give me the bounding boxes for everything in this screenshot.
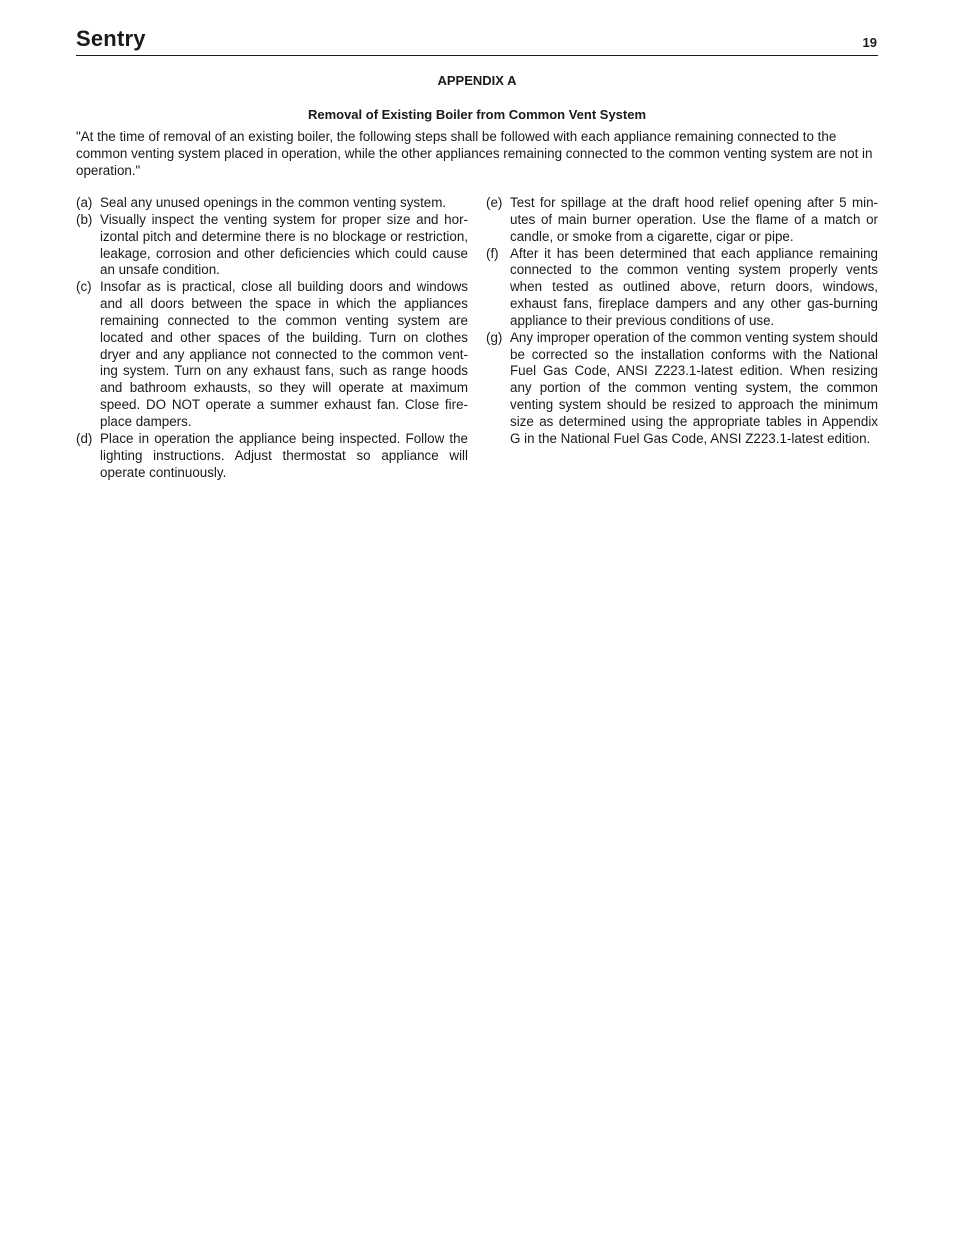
step-label: (b) [76, 211, 93, 227]
step-text: Test for spillage at the draft hood relief opening after 5 minutes of main burner operation. Use the flame of a match or candle, or smoke from a cigarette, cigar or pipe. [510, 195, 878, 244]
step-label: (f) [486, 245, 499, 261]
step-text: Any improper operation of the common venting system should be corrected so the installation conforms with the National Fuel Gas Code, ANSI Z223.1-latest edition. When resizing any portion of the common venting system, the common venting system should be resized to approach the minimum size as determined using the appropriate tables in Appendix G in the National Fuel Gas Code, ANSI Z223.1-latest edition. [510, 329, 878, 446]
step-text: Visually inspect the venting system for proper size and horizontal pitch and determine there is no blockage or restriction, leakage, corrosion and other deficiencies which could cause an unsafe condition. [100, 211, 468, 278]
step-label: (e) [486, 195, 503, 210]
page-header [76, 26, 878, 56]
step-item-d [76, 431, 468, 482]
section-title: Removal of Existing Boiler from Common Vent System [307, 107, 647, 122]
step-item-e [486, 195, 878, 246]
step-label: (d) [76, 430, 93, 446]
brand-title: Sentry [76, 26, 146, 51]
intro-paragraph: "At the time of removal of an existing boiler, the following steps shall be followed with each appliance remaining connected to the common venting system placed in operation, while the other appliances remaining connected to the common venting system are not in operation." [76, 129, 873, 178]
step-text: After it has been determined that each appliance remaining connected to the common venting system properly vents when tested as outlined above, return doors, windows, exhaust fans, fireplace dampers and any other gas-burning appliance to their previous conditions of use. [510, 245, 878, 328]
steps-column-right [486, 195, 878, 448]
step-label: (c) [76, 279, 92, 295]
appendix-title: APPENDIX A [437, 73, 517, 88]
step-item-b [76, 212, 468, 279]
step-item-g [486, 330, 878, 448]
step-item-a [76, 195, 468, 212]
page-number: 19 [862, 35, 877, 50]
steps-column-left [76, 195, 468, 481]
step-item-c [76, 279, 468, 431]
step-item-f [486, 246, 878, 330]
step-label: (g) [486, 329, 503, 345]
step-text: Seal any unused openings in the common venting system. [100, 195, 447, 210]
step-text: Place in operation the appliance being inspected. Follow the lighting instructions. Adjust thermostat so appliance will operate continuously. [100, 430, 468, 480]
step-label: (a) [76, 195, 93, 210]
step-text: Insofar as is practical, close all building doors and windows and all doors between the space in which the appliances remaining connected to the common venting system are located and other spaces of the building. Turn on clothes dryer and any appliance not connected to the common venting system. Turn on any exhaust fans, such as range hoods and bathroom exhausts, so they will operate at maximum speed. DO NOT operate a summer exhaust fan. Close fireplace dampers. [100, 279, 468, 429]
